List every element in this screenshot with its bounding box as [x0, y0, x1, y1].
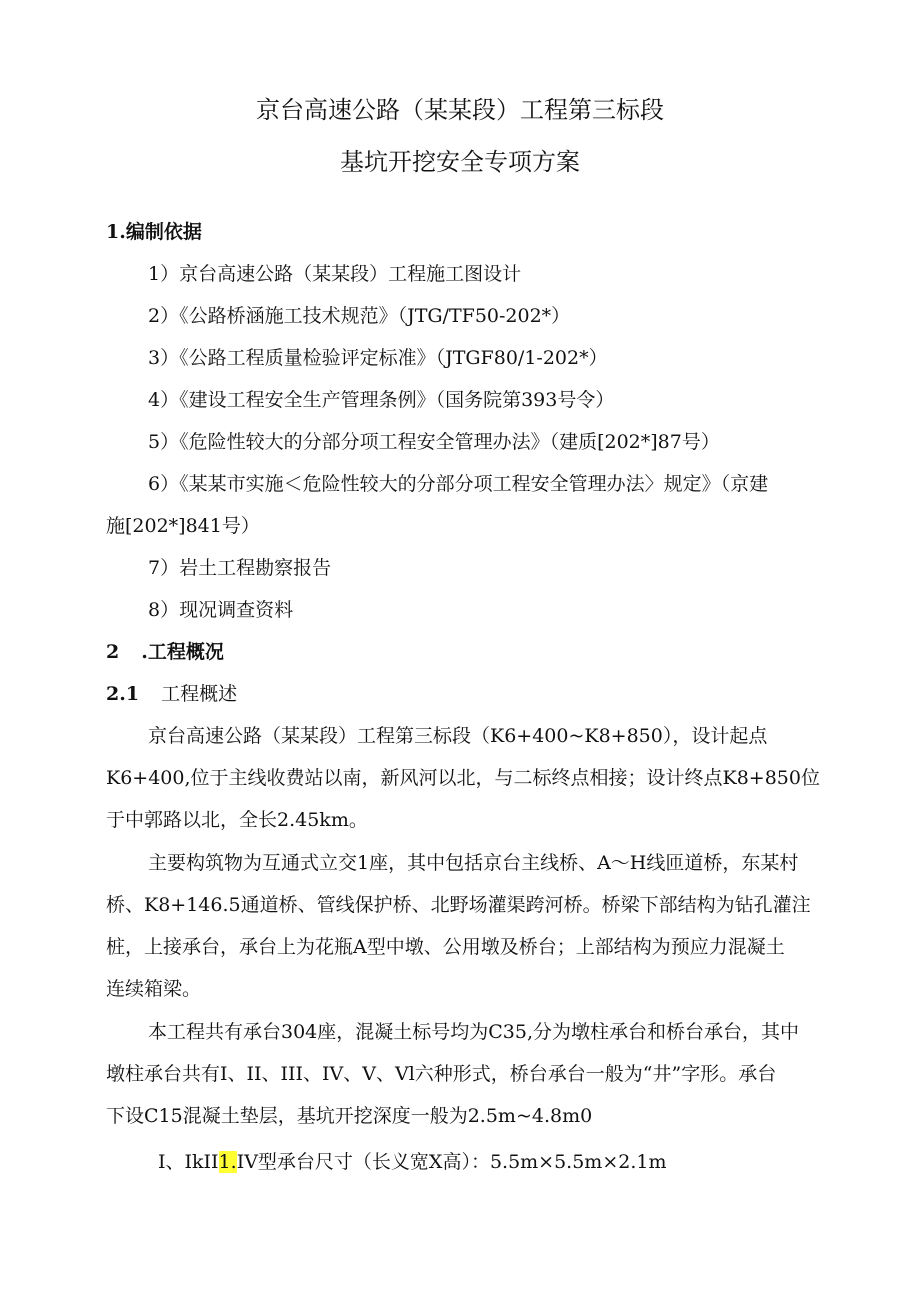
cap-dimension-line [158, 1150, 666, 1174]
document-subtitle: 基坑开挖安全专项方案 [340, 148, 580, 176]
subsection-title: 工程概述 [161, 683, 238, 705]
document-title: 京台高速公路（某某段）工程第三标段 [256, 96, 664, 124]
reference-item: 8）现况调查资料 [148, 599, 294, 621]
section-2-heading [106, 640, 224, 664]
subsection-2-1-heading [106, 682, 237, 706]
paragraph-line: 连续箱梁。 [106, 978, 202, 1000]
paragraph-line: K6+400,位于主线收费站以南，新风河以北，与二标终点相接；设计终点K8+850位 [106, 767, 820, 789]
paragraph-line: 主要构筑物为互通式立交1座，其中包括京台主线桥、A～H线匝道桥，东某村 [148, 852, 799, 874]
section-2-number: 2 [106, 641, 120, 663]
reference-item: 3）《公路工程质量检验评定标准》（JTGF80/1-202*） [148, 347, 608, 369]
reference-item: 7）岩土工程勘察报告 [148, 557, 332, 579]
reference-item: 2）《公路桥涵施工技术规范》（JTG/TF50-202*） [148, 305, 571, 327]
cap-dimension-text: IV型承台尺寸（长义宽X高）：5.5m×5.5m×2.1m [236, 1151, 667, 1173]
section-1-heading: 1.编制依据 [106, 221, 202, 243]
cap-types-prefix: I、IkII [158, 1151, 219, 1173]
reference-item: 1）京台高速公路（某某段）工程施工图设计 [148, 263, 522, 285]
paragraph-line: 桩，上接承台，承台上为花瓶A型中墩、公用墩及桥台；上部结构为预应力混凝土 [106, 936, 785, 958]
reference-item-continued: 施[202*]841号） [106, 515, 260, 537]
paragraph-line: 本工程共有承台304座，混凝土标号均为C35,分为墩柱承台和桥台承台，其中 [148, 1021, 800, 1043]
reference-item: 5）《危险性较大的分部分项工程安全管理办法》（建质[202*]87号） [148, 431, 720, 453]
subsection-number: 2.1 [106, 683, 140, 705]
reference-item: 6）《某某市实施＜危险性较大的分部分项工程安全管理办法〉规定》（京建 [148, 473, 769, 495]
paragraph-line: 桥、K8+146.5通道桥、管线保护桥、北野场灌渠跨河桥。桥梁下部结构为钻孔灌注 [106, 894, 811, 916]
highlighted-text: 1. [218, 1151, 237, 1173]
reference-item: 4）《建设工程安全生产管理条例》（国务院第393号令） [148, 389, 615, 411]
paragraph-line: 京台高速公路（某某段）工程第三标段（K6+400~K8+850），设计起点 [148, 725, 768, 747]
paragraph-line: 下设C15混凝土垫层，基坑开挖深度一般为2.5m~4.8m0 [106, 1105, 593, 1127]
paragraph-line: 墩柱承台共有I、II、III、IV、V、Vl六种形式，桥台承台一般为“井”字形。承台 [106, 1063, 777, 1085]
section-2-title: .工程概况 [141, 641, 224, 663]
paragraph-line: 于中郭路以北，全长2.45km。 [106, 809, 368, 831]
